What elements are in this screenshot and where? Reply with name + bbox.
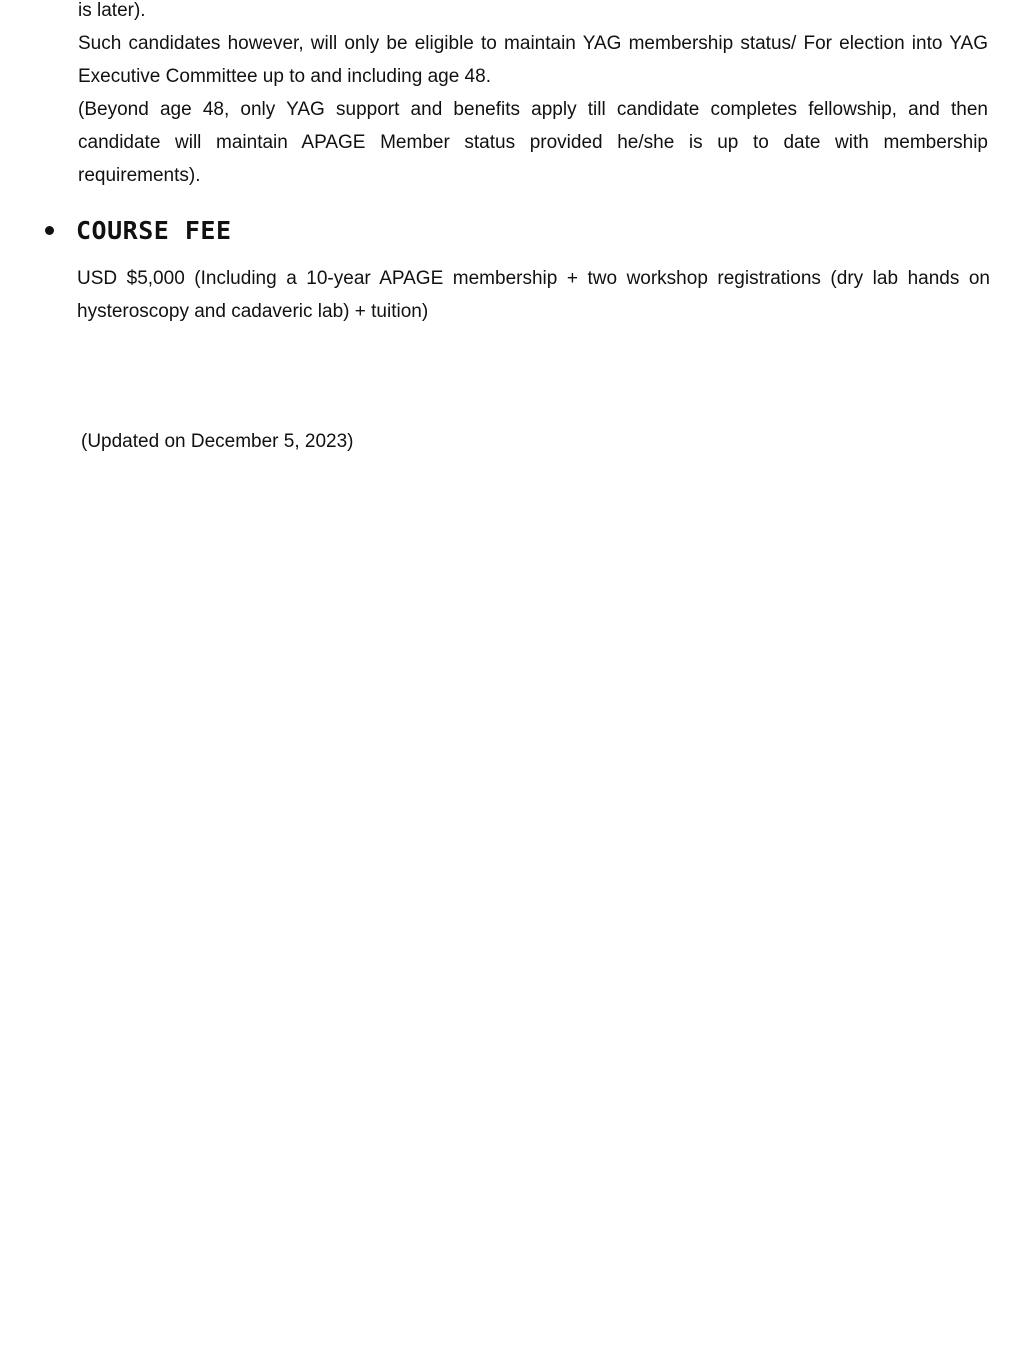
eligibility-maintain-status: Such candidates however, will only be eligible to maintain YAG membership status/ For election into YAG Executive Committee up to and including age 48. xyxy=(78,33,988,87)
course-fee-text: USD $5,000 (Including a 10-year APAGE membership + two workshop registrations (dry lab hands on hysteroscopy and cadaveric lab) + tuition) xyxy=(77,268,990,322)
updated-date: (Updated on December 5, 2023) xyxy=(81,431,354,452)
eligibility-line-tail: is later). xyxy=(78,0,146,21)
eligibility-beyond-48: (Beyond age 48, only YAG support and benefits apply till candidate completes fellowship, and then candidate will maintain APAGE Member status provided he/she is up to date with membership requirements). xyxy=(78,99,988,186)
course-fee-bullet xyxy=(40,210,232,250)
bullet-icon xyxy=(45,226,54,235)
course-fee-heading: COURSE FEE xyxy=(76,215,232,245)
